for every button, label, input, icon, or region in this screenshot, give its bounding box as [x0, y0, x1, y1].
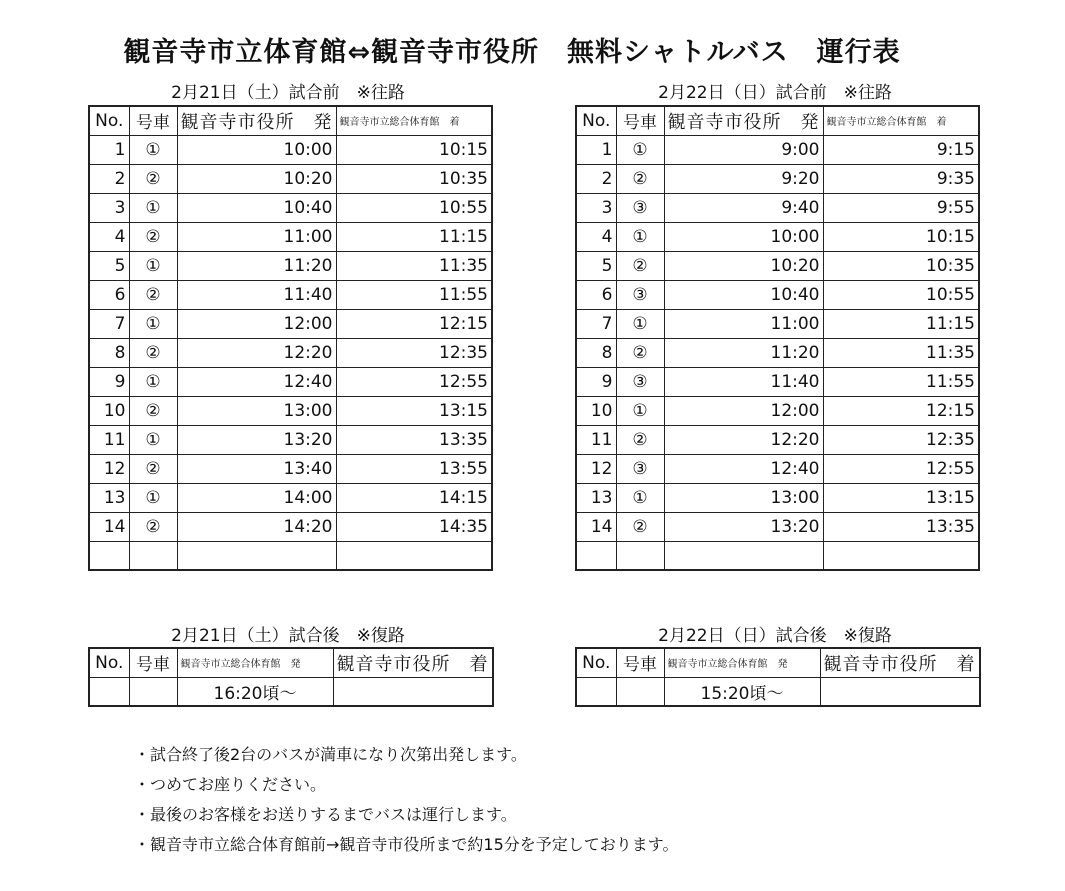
- table-row: [89, 367, 492, 396]
- header-no: No.: [89, 106, 129, 135]
- cell-car: ①: [129, 135, 177, 164]
- table-row: [89, 280, 492, 309]
- return-sun-subtitle: 2月22日（日）試合後 ※復路: [658, 626, 892, 646]
- cell-car: ①: [616, 222, 664, 251]
- cell-departure: 15:20頃～: [664, 677, 820, 706]
- cell-arrival: [336, 541, 492, 570]
- cell-arrival: 12:55: [823, 454, 979, 483]
- cell-car: ②: [129, 512, 177, 541]
- note-line: ・最後のお客様をお送りするまでバスは運行します。: [134, 805, 517, 824]
- cell-no: 3: [89, 193, 129, 222]
- cell-departure: 12:00: [664, 396, 823, 425]
- cell-departure: [177, 541, 336, 570]
- cell-arrival: 10:55: [336, 193, 492, 222]
- cell-arrival: 11:55: [823, 367, 979, 396]
- cell-car: ③: [616, 193, 664, 222]
- table-header-row: [89, 648, 493, 677]
- cell-departure: 13:40: [177, 454, 336, 483]
- table-row: [576, 251, 979, 280]
- note-line: ・観音寺市立総合体育館前→観音寺市役所まで約15分を予定しております。: [134, 835, 679, 854]
- table-row: [576, 193, 979, 222]
- table-row: [576, 512, 979, 541]
- cell-no: 14: [576, 512, 616, 541]
- table-row: [89, 512, 492, 541]
- header-no: No.: [576, 106, 616, 135]
- outbound-sat-subtitle: 2月21日（土）試合前 ※往路: [171, 83, 405, 103]
- cell-arrival: [333, 677, 493, 706]
- cell-arrival: 9:35: [823, 164, 979, 193]
- table-row: [576, 222, 979, 251]
- cell-departure: 11:00: [664, 309, 823, 338]
- table-row: [576, 338, 979, 367]
- cell-car: ②: [129, 396, 177, 425]
- header-car: 号車: [129, 648, 177, 677]
- cell-departure: 12:40: [177, 367, 336, 396]
- cell-no: 7: [576, 309, 616, 338]
- cell-no: 10: [576, 396, 616, 425]
- cell-no: 10: [89, 396, 129, 425]
- cell-car: ②: [616, 338, 664, 367]
- cell-departure: 10:40: [177, 193, 336, 222]
- cell-departure: 11:20: [177, 251, 336, 280]
- cell-arrival: 12:35: [336, 338, 492, 367]
- cell-car: ②: [616, 164, 664, 193]
- cell-car: ②: [129, 222, 177, 251]
- cell-departure: 11:00: [177, 222, 336, 251]
- cell-no: 11: [89, 425, 129, 454]
- cell-no: 9: [89, 367, 129, 396]
- table-row: [576, 677, 980, 706]
- cell-no: 13: [576, 483, 616, 512]
- cell-arrival: 13:35: [336, 425, 492, 454]
- cell-car: ③: [616, 454, 664, 483]
- table-row: [576, 425, 979, 454]
- cell-departure: 12:20: [664, 425, 823, 454]
- outbound-sat-table: [88, 105, 493, 571]
- table-row: [89, 483, 492, 512]
- cell-departure: 9:40: [664, 193, 823, 222]
- cell-car: ①: [129, 483, 177, 512]
- cell-no: 2: [89, 164, 129, 193]
- table-row: [89, 309, 492, 338]
- table-row: [89, 251, 492, 280]
- cell-departure: 10:00: [177, 135, 336, 164]
- cell-departure: 11:20: [664, 338, 823, 367]
- table-row: [89, 541, 492, 570]
- header-departure: 観音寺市立総合体育館 発: [177, 648, 333, 677]
- cell-car: ②: [129, 454, 177, 483]
- header-departure: 観音寺市立総合体育館 発: [664, 648, 820, 677]
- cell-no: 4: [576, 222, 616, 251]
- table-row: [89, 164, 492, 193]
- table-row: [89, 677, 493, 706]
- cell-car: [616, 677, 664, 706]
- cell-departure: 13:00: [177, 396, 336, 425]
- cell-arrival: 10:15: [336, 135, 492, 164]
- table-row: [89, 454, 492, 483]
- cell-no: 14: [89, 512, 129, 541]
- cell-car: ①: [616, 396, 664, 425]
- cell-no: [576, 677, 616, 706]
- cell-no: 11: [576, 425, 616, 454]
- cell-departure: 13:20: [664, 512, 823, 541]
- return-sat-table: [88, 647, 494, 707]
- cell-no: 6: [576, 280, 616, 309]
- cell-arrival: 12:35: [823, 425, 979, 454]
- cell-arrival: 13:15: [336, 396, 492, 425]
- cell-no: 8: [576, 338, 616, 367]
- cell-no: 12: [576, 454, 616, 483]
- cell-arrival: 12:15: [823, 396, 979, 425]
- cell-departure: 16:20頃～: [177, 677, 333, 706]
- cell-no: 2: [576, 164, 616, 193]
- cell-arrival: 10:55: [823, 280, 979, 309]
- header-arrival: 観音寺市立総合体育館 着: [336, 106, 492, 135]
- cell-departure: 13:20: [177, 425, 336, 454]
- cell-departure: 14:00: [177, 483, 336, 512]
- page-title: 観音寺市立体育館⇔観音寺市役所 無料シャトルバス 運行表: [123, 37, 901, 68]
- table-row: [576, 541, 979, 570]
- cell-arrival: 13:35: [823, 512, 979, 541]
- header-no: No.: [89, 648, 129, 677]
- cell-car: ②: [129, 280, 177, 309]
- cell-no: 9: [576, 367, 616, 396]
- cell-arrival: 12:15: [336, 309, 492, 338]
- cell-arrival: [820, 677, 980, 706]
- cell-no: 4: [89, 222, 129, 251]
- cell-no: 6: [89, 280, 129, 309]
- cell-departure: 11:40: [177, 280, 336, 309]
- table-row: [576, 280, 979, 309]
- header-car: 号車: [616, 648, 664, 677]
- header-arrival: 観音寺市立総合体育館 着: [823, 106, 979, 135]
- cell-no: 7: [89, 309, 129, 338]
- cell-car: ③: [616, 280, 664, 309]
- cell-no: 3: [576, 193, 616, 222]
- cell-no: 8: [89, 338, 129, 367]
- cell-no: 1: [576, 135, 616, 164]
- table-row: [576, 164, 979, 193]
- cell-arrival: 14:15: [336, 483, 492, 512]
- cell-arrival: 11:55: [336, 280, 492, 309]
- table-row: [576, 396, 979, 425]
- cell-arrival: 12:55: [336, 367, 492, 396]
- cell-departure: 12:40: [664, 454, 823, 483]
- cell-departure: 9:00: [664, 135, 823, 164]
- cell-car: [129, 677, 177, 706]
- cell-car: ①: [616, 309, 664, 338]
- cell-departure: 12:00: [177, 309, 336, 338]
- outbound-sun-table: [575, 105, 980, 571]
- cell-car: ③: [616, 367, 664, 396]
- header-car: 号車: [129, 106, 177, 135]
- cell-arrival: 10:35: [336, 164, 492, 193]
- table-row: [89, 193, 492, 222]
- cell-arrival: 11:35: [336, 251, 492, 280]
- cell-departure: [664, 541, 823, 570]
- cell-car: ①: [129, 193, 177, 222]
- cell-departure: 13:00: [664, 483, 823, 512]
- cell-arrival: 13:55: [336, 454, 492, 483]
- cell-departure: 10:20: [177, 164, 336, 193]
- return-sat-subtitle: 2月21日（土）試合後 ※復路: [171, 626, 405, 646]
- header-car: 号車: [616, 106, 664, 135]
- cell-no: [576, 541, 616, 570]
- cell-car: [129, 541, 177, 570]
- header-arrival: 観音寺市役所 着: [820, 648, 980, 677]
- outbound-sun-subtitle: 2月22日（日）試合前 ※往路: [658, 83, 892, 103]
- table-header-row: [89, 106, 492, 135]
- cell-car: ①: [129, 251, 177, 280]
- return-sun-table: [575, 647, 981, 707]
- table-row: [89, 396, 492, 425]
- cell-car: ①: [616, 483, 664, 512]
- header-no: No.: [576, 648, 616, 677]
- cell-no: 5: [576, 251, 616, 280]
- table-row: [576, 135, 979, 164]
- cell-arrival: 11:35: [823, 338, 979, 367]
- table-row: [89, 425, 492, 454]
- cell-arrival: 13:15: [823, 483, 979, 512]
- cell-arrival: [823, 541, 979, 570]
- cell-departure: 11:40: [664, 367, 823, 396]
- note-line: ・つめてお座りください。: [134, 775, 327, 794]
- cell-arrival: 14:35: [336, 512, 492, 541]
- table-header-row: [576, 106, 979, 135]
- cell-no: 13: [89, 483, 129, 512]
- table-row: [576, 483, 979, 512]
- cell-car: ②: [616, 512, 664, 541]
- notes: [134, 740, 679, 860]
- table-row: [576, 454, 979, 483]
- table-row: [89, 135, 492, 164]
- cell-arrival: 11:15: [823, 309, 979, 338]
- table-row: [89, 222, 492, 251]
- table-header-row: [576, 648, 980, 677]
- note-line: ・試合終了後2台のバスが満車になり次第出発します。: [134, 745, 527, 764]
- cell-car: ①: [129, 367, 177, 396]
- table-row: [576, 367, 979, 396]
- header-departure: 観音寺市役所 発: [177, 106, 336, 135]
- table-row: [576, 309, 979, 338]
- cell-departure: 9:20: [664, 164, 823, 193]
- cell-no: 1: [89, 135, 129, 164]
- cell-arrival: 11:15: [336, 222, 492, 251]
- cell-car: [616, 541, 664, 570]
- cell-arrival: 10:15: [823, 222, 979, 251]
- cell-arrival: 10:35: [823, 251, 979, 280]
- cell-no: [89, 541, 129, 570]
- cell-no: 12: [89, 454, 129, 483]
- cell-car: ②: [129, 338, 177, 367]
- cell-car: ①: [129, 425, 177, 454]
- cell-departure: 10:40: [664, 280, 823, 309]
- cell-no: 5: [89, 251, 129, 280]
- cell-car: ②: [129, 164, 177, 193]
- cell-car: ②: [616, 425, 664, 454]
- cell-car: ①: [129, 309, 177, 338]
- cell-departure: 12:20: [177, 338, 336, 367]
- header-arrival: 観音寺市役所 着: [333, 648, 493, 677]
- cell-departure: 14:20: [177, 512, 336, 541]
- cell-car: ①: [616, 135, 664, 164]
- table-row: [89, 338, 492, 367]
- cell-no: [89, 677, 129, 706]
- cell-arrival: 9:15: [823, 135, 979, 164]
- header-departure: 観音寺市役所 発: [664, 106, 823, 135]
- cell-arrival: 9:55: [823, 193, 979, 222]
- cell-car: ②: [616, 251, 664, 280]
- cell-departure: 10:00: [664, 222, 823, 251]
- cell-departure: 10:20: [664, 251, 823, 280]
